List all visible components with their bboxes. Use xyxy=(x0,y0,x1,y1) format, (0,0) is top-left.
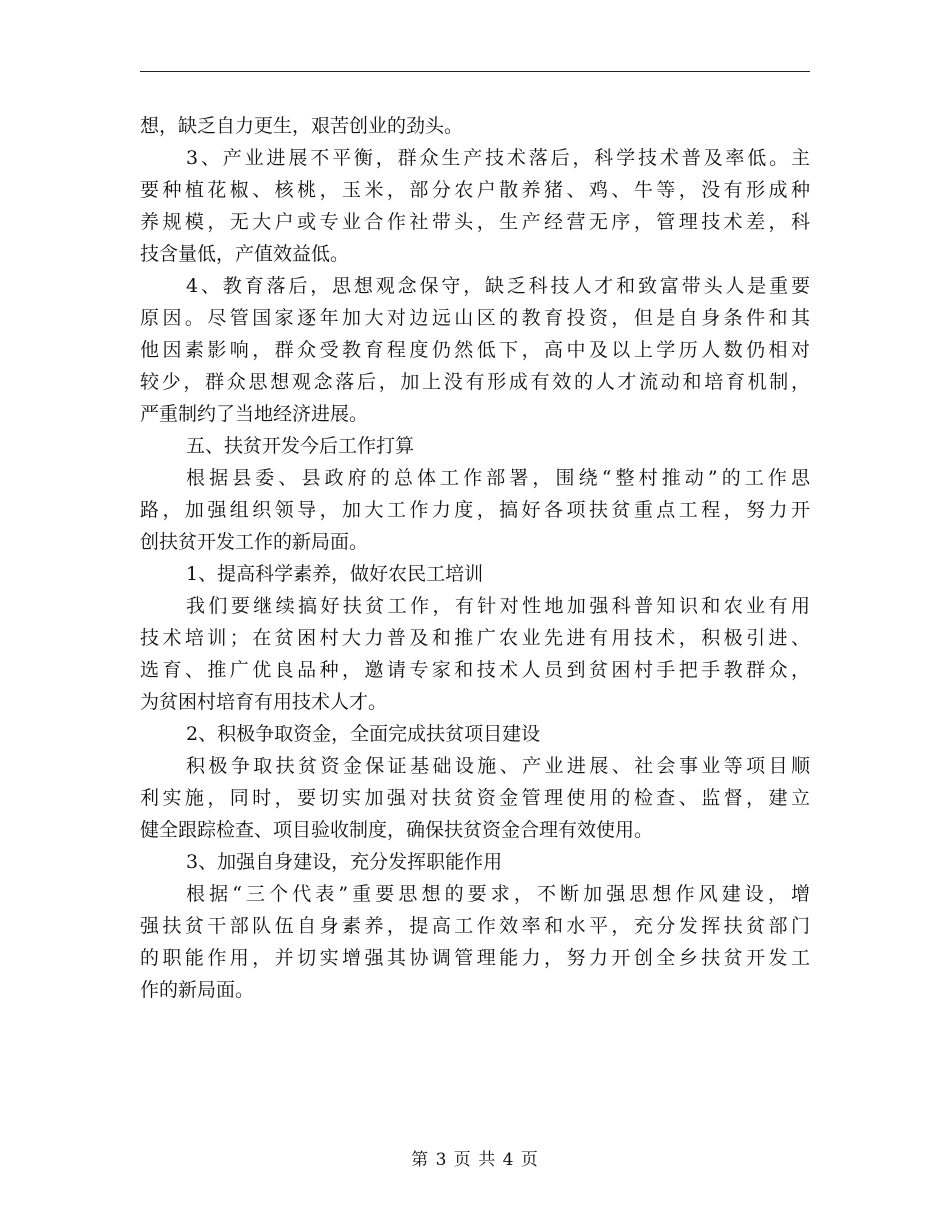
text-line: 强扶贫干部队伍自身素养，提高工作效率和水平，充分发挥扶贫部门 xyxy=(140,915,810,937)
header-rule xyxy=(140,71,810,72)
paragraph xyxy=(140,462,810,558)
text-line: 3、产业进展不平衡，群众生产技术落后，科学技术普及率低。主 xyxy=(186,147,810,169)
text-line: 他因素影响，群众受教育程度仍然低下，高中及以上学历人数仍相对 xyxy=(140,339,810,361)
text-line: 积极争取扶贫资金保证基础设施、产业进展、社会事业等项目顺 xyxy=(186,755,810,777)
paragraph xyxy=(140,270,810,430)
text-line: 4、教育落后，思想观念保守，缺乏科技人才和致富带头人是重要 xyxy=(186,275,810,297)
text-line: 五、扶贫开发今后工作打算 xyxy=(186,435,415,457)
text-line: 2、积极争取资金，全面完成扶贫项目建设 xyxy=(186,723,541,745)
text-line: 较少，群众思想观念落后，加上没有形成有效的人才流动和培育机制， xyxy=(140,371,810,393)
text-line: 根据县委、县政府的总体工作部署，围绕“整村推动”的工作思 xyxy=(186,467,810,489)
paragraph xyxy=(140,430,810,462)
text-line: 为贫困村培育有用技术人才。 xyxy=(140,691,388,713)
text-line: 严重制约了当地经济进展。 xyxy=(140,403,369,425)
text-line: 1、提高科学素养，做好农民工培训 xyxy=(186,563,484,585)
text-line: 选育、推广优良品种，邀请专家和技术人员到贫困村手把手教群众， xyxy=(140,659,810,681)
document-body xyxy=(140,110,810,1006)
text-line: 3、加强自身建设，充分发挥职能作用 xyxy=(186,851,503,873)
text-line: 原因。尽管国家逐年加大对边远山区的教育投资，但是自身条件和其 xyxy=(140,307,810,329)
paragraph xyxy=(140,846,810,878)
paragraph xyxy=(140,590,810,718)
text-line: 根据“三个代表”重要思想的要求，不断加强思想作风建设，增 xyxy=(186,883,810,905)
text-line: 我们要继续搞好扶贫工作，有针对性地加强科普知识和农业有用 xyxy=(186,595,810,617)
paragraph xyxy=(140,558,810,590)
paragraph xyxy=(140,110,810,142)
text-line: 要种植花椒、核桃，玉米，部分农户散养猪、鸡、牛等，没有形成种 xyxy=(140,179,810,201)
paragraph xyxy=(140,142,810,270)
text-line: 养规模，无大户或专业合作社带头，生产经营无序，管理技术差，科 xyxy=(140,211,810,233)
paragraph xyxy=(140,750,810,846)
text-line: 作的新局面。 xyxy=(140,979,255,1001)
text-line: 利实施，同时，要切实加强对扶贫资金管理使用的检查、监督，建立 xyxy=(140,787,810,809)
text-line: 想，缺乏自力更生，艰苦创业的劲头。 xyxy=(140,115,464,137)
text-line: 技含量低，产值效益低。 xyxy=(140,243,350,265)
paragraph xyxy=(140,718,810,750)
page-number: 第 3 页 共 4 页 xyxy=(411,1150,539,1170)
text-line: 健全跟踪检查、项目验收制度，确保扶贫资金合理有效使用。 xyxy=(140,819,654,841)
paragraph xyxy=(140,878,810,1006)
text-line: 创扶贫开发工作的新局面。 xyxy=(140,531,369,553)
text-line: 路，加强组织领导，加大工作力度，搞好各项扶贫重点工程，努力开 xyxy=(140,499,810,521)
text-line: 技术培训；在贫困村大力普及和推广农业先进有用技术，积极引进、 xyxy=(140,627,810,649)
text-line: 的职能作用，并切实增强其协调管理能力，努力开创全乡扶贫开发工 xyxy=(140,947,810,969)
